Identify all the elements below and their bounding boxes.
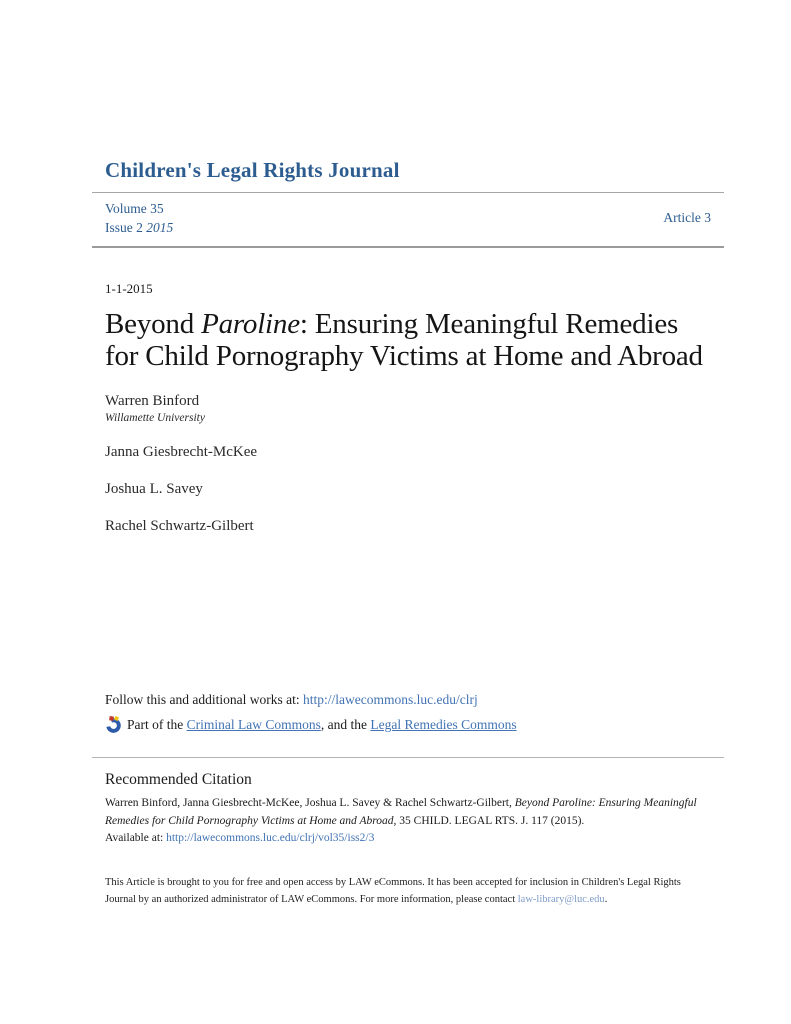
author-name: Joshua L. Savey bbox=[105, 480, 203, 497]
author-name: Rachel Schwartz-Gilbert bbox=[105, 517, 254, 534]
issue-year: 2015 bbox=[146, 219, 174, 235]
author-affiliation: Willamette University bbox=[105, 411, 205, 424]
volume-row bbox=[105, 193, 711, 246]
citation-text bbox=[105, 795, 711, 848]
volume-label: Volume 35 bbox=[105, 201, 164, 216]
commons-line bbox=[105, 715, 711, 736]
commons-network-icon bbox=[105, 716, 122, 737]
citation-rule bbox=[92, 757, 724, 758]
author-block bbox=[105, 518, 711, 535]
follow-line bbox=[105, 692, 711, 708]
journal-title: Children's Legal Rights Journal bbox=[105, 158, 400, 182]
author-name: Janna Giesbrecht-McKee bbox=[105, 443, 258, 460]
available-at-link[interactable]: http://lawecommons.luc.edu/clrj/vol35/iss2/3 bbox=[166, 832, 375, 845]
access-note: This Article is brought to you for free and open access by LAW eCommons. It has been accepted for inclusion in Children's Legal Rights Journal by an authorized administrator of LAW eCommons. For more information, please contact law-library@luc.edu. bbox=[105, 877, 681, 905]
masthead-rule-bottom bbox=[92, 246, 724, 248]
recommended-citation-heading: Recommended Citation bbox=[105, 770, 252, 788]
follow-section bbox=[105, 692, 711, 736]
publication-date: 1-1-2015 bbox=[105, 280, 153, 296]
citation-article-title: Beyond Paroline: Ensuring Meaningful Remedies for Child Pornography Victims at Home and Abroad bbox=[105, 796, 697, 827]
commons-text: Part of the Criminal Law Commons, and the Legal Remedies Commons bbox=[127, 717, 517, 733]
citation-reference: , 35 CHILD. LEGAL RTS. J. 117 (2015). bbox=[393, 814, 585, 827]
repository-link[interactable]: http://lawecommons.luc.edu/clrj bbox=[303, 691, 478, 707]
author-name: Warren Binford bbox=[105, 392, 200, 409]
content-column bbox=[105, 0, 711, 909]
author-block bbox=[105, 444, 711, 461]
article-title-case-name: Paroline bbox=[201, 307, 300, 340]
article-number: Article 3 bbox=[663, 210, 711, 226]
author-block bbox=[105, 393, 711, 424]
access-note-text: This Article is brought to you for free and open access by LAW eCommons. It has been accepted for inclusion in Children's Legal Rights Journal by an authorized administrator of LAW eCommons. For more information, please contact bbox=[105, 877, 681, 905]
citation-authors: Warren Binford, Janna Giesbrecht-McKee, Joshua L. Savey & Rachel Schwartz-Gilbert, bbox=[105, 796, 515, 809]
issue-label: Issue 2 2015 bbox=[105, 219, 174, 235]
volume-issue-block bbox=[105, 200, 173, 238]
article-title: Beyond Paroline: Ensuring Meaningful Remedies for Child Pornography Victims at Home and Abroad bbox=[105, 307, 703, 373]
criminal-law-commons-link[interactable]: Criminal Law Commons bbox=[186, 717, 321, 733]
contact-email-link[interactable]: law-library@luc.edu bbox=[517, 893, 605, 905]
legal-remedies-commons-link[interactable]: Legal Remedies Commons bbox=[370, 717, 517, 733]
author-block bbox=[105, 481, 711, 498]
available-at-line: Available at: http://lawecommons.luc.edu/clrj/vol35/iss2/3 bbox=[105, 832, 375, 845]
follow-text: Follow this and additional works at: bbox=[105, 691, 303, 707]
